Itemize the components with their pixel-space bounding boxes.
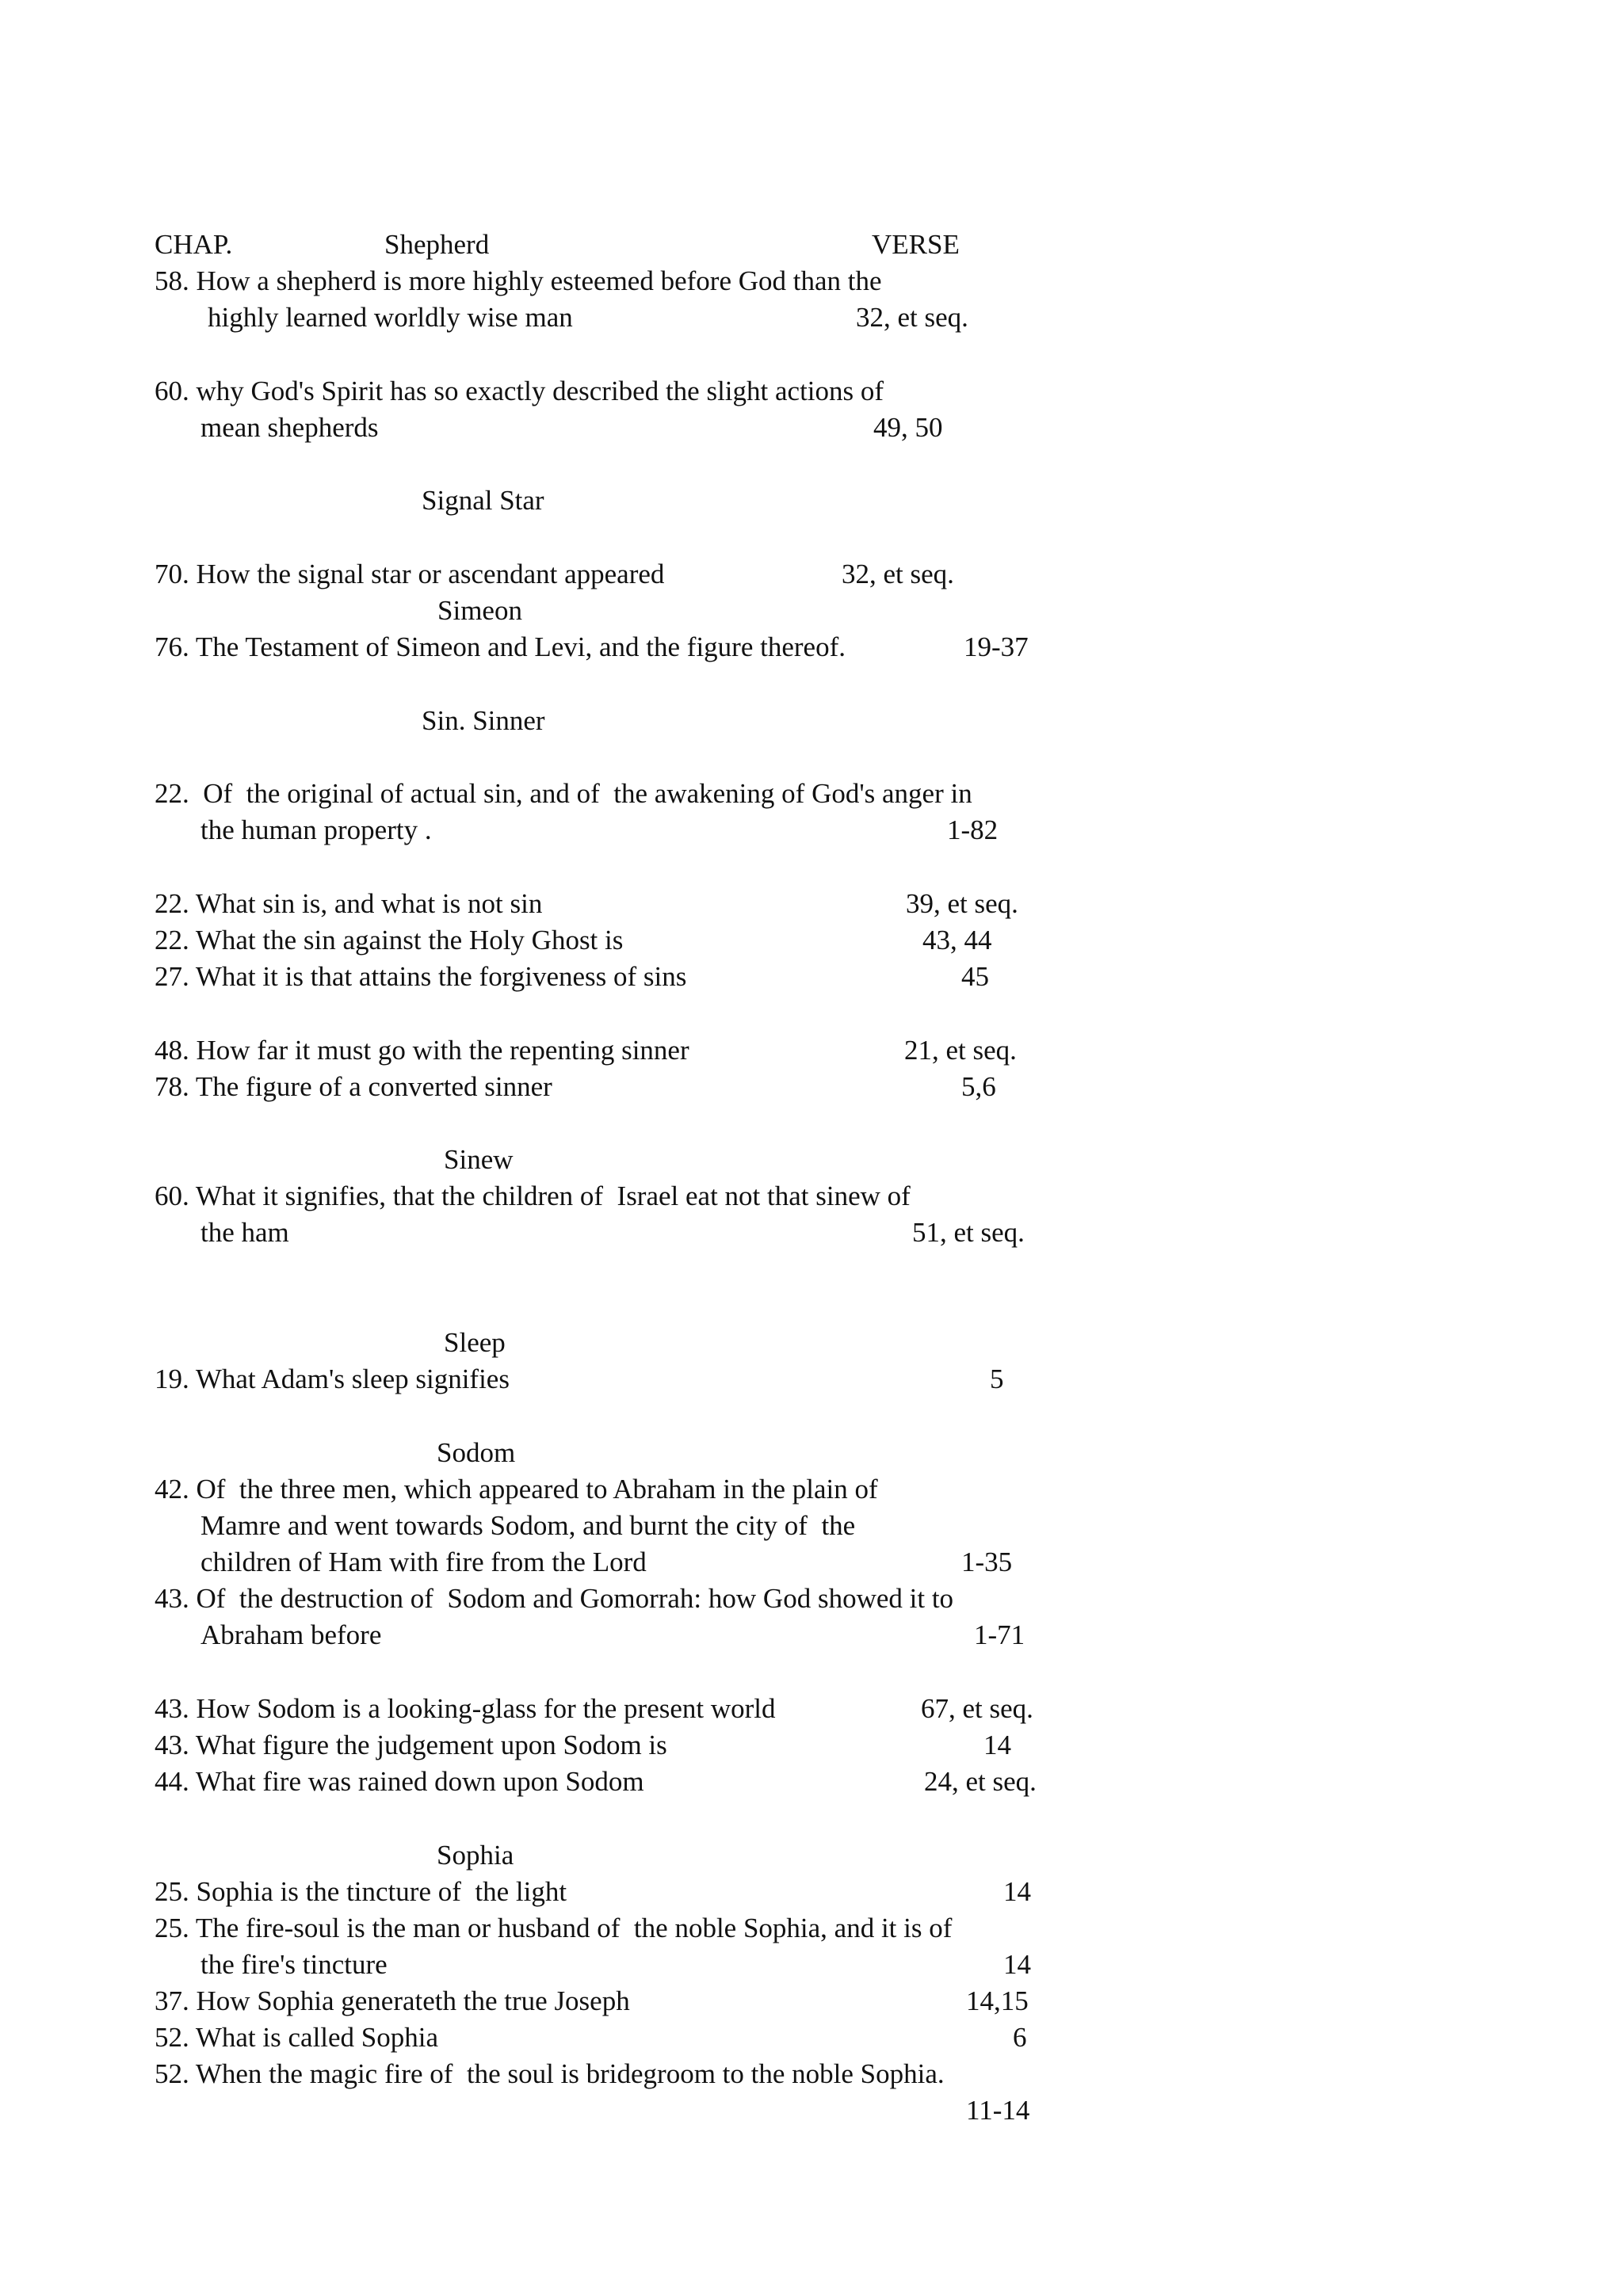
entry-verse: 11-14: [966, 2095, 1030, 2126]
entry-text-cont: Mamre and went towards Sodom, and burnt the city of the: [200, 1510, 856, 1541]
entry-verse: 32, et seq.: [856, 302, 968, 333]
entry-text: 48. How far it must go with the repenting sinner: [155, 1035, 689, 1066]
entry-verse: 6: [1013, 2022, 1027, 2053]
entry-verse: 45: [961, 961, 989, 992]
entry-text-cont: mean shepherds: [200, 412, 379, 443]
section-heading-sin: Sin. Sinner: [422, 705, 545, 736]
entry-text: 44. What fire was rained down upon Sodom: [155, 1766, 644, 1797]
entry-verse: 1-82: [947, 814, 999, 845]
entry-text: 43. How Sodom is a looking-glass for the present world: [155, 1693, 776, 1724]
entry-text: 43. Of the destruction of Sodom and Gomorrah: how God showed it to: [155, 1583, 954, 1614]
entry-text-cont: the ham: [200, 1217, 289, 1248]
entry-verse: 14: [1003, 1876, 1031, 1907]
entry-verse: 67, et seq.: [921, 1693, 1033, 1724]
entry-text-cont: Abraham before: [200, 1619, 382, 1650]
entry-text: 22. What the sin against the Holy Ghost is: [155, 925, 624, 955]
section-heading-signal-star: Signal Star: [422, 485, 544, 516]
entry-text: 60. why God's Spirit has so exactly described the slight actions of: [155, 376, 884, 406]
entry-verse: 51, et seq.: [912, 1217, 1025, 1248]
entry-text-cont: the fire's tincture: [200, 1949, 388, 1980]
entry-verse: 43, 44: [922, 925, 992, 955]
entry-text: 42. Of the three men, which appeared to Abraham in the plain of: [155, 1474, 878, 1505]
section-heading-sleep: Sleep: [444, 1327, 506, 1358]
entry-text: 25. Sophia is the tincture of the light: [155, 1876, 567, 1907]
entry-verse: 24, et seq.: [924, 1766, 1037, 1797]
entry-text-cont: children of Ham with fire from the Lord: [200, 1547, 647, 1577]
section-heading-sophia: Sophia: [437, 1840, 514, 1871]
entry-text: 52. When the magic fire of the soul is bridegroom to the noble Sophia.: [155, 2058, 945, 2089]
entry-verse: 1-71: [974, 1619, 1025, 1650]
entry-text-cont: the human property .: [200, 814, 432, 845]
entry-text-cont: highly learned worldly wise man: [208, 302, 573, 333]
entry-verse: 14: [983, 1730, 1011, 1760]
entry-verse: 49, 50: [873, 412, 943, 443]
entry-text: 58. How a shepherd is more highly esteemed before God than the: [155, 265, 882, 296]
entry-verse: 14: [1003, 1949, 1031, 1980]
entry-text: 43. What figure the judgement upon Sodom is: [155, 1730, 667, 1760]
header-section-shepherd: Shepherd: [384, 229, 490, 260]
entry-verse: 19-37: [964, 631, 1029, 662]
entry-verse: 21, et seq.: [904, 1035, 1017, 1066]
entry-verse: 32, et seq.: [842, 559, 954, 589]
entry-verse: 5: [990, 1363, 1004, 1394]
entry-verse: 5,6: [961, 1071, 996, 1102]
entry-text: 37. How Sophia generateth the true Joseph: [155, 1985, 630, 2016]
entry-verse: 14,15: [966, 1985, 1029, 2016]
entry-text: 19. What Adam's sleep signifies: [155, 1363, 510, 1394]
section-heading-sinew: Sinew: [444, 1144, 514, 1175]
entry-verse: 39, et seq.: [906, 888, 1018, 919]
section-heading-simeon: Simeon: [437, 595, 522, 626]
entry-verse: 1-35: [961, 1547, 1013, 1577]
section-heading-sodom: Sodom: [437, 1437, 516, 1468]
header-chap: CHAP.: [155, 229, 233, 260]
entry-text: 27. What it is that attains the forgiveness of sins: [155, 961, 687, 992]
entry-text: 25. The fire-soul is the man or husband of the noble Sophia, and it is of: [155, 1913, 953, 1943]
entry-text: 78. The figure of a converted sinner: [155, 1071, 552, 1102]
header-verse: VERSE: [872, 229, 960, 260]
entry-text: 70. How the signal star or ascendant appeared: [155, 559, 665, 589]
entry-text: 60. What it signifies, that the children of Israel eat not that sinew of: [155, 1180, 911, 1211]
entry-text: 76. The Testament of Simeon and Levi, and the figure thereof.: [155, 631, 846, 662]
entry-text: 52. What is called Sophia: [155, 2022, 439, 2053]
entry-text: 22. Of the original of actual sin, and of the awakening of God's anger in: [155, 778, 972, 809]
entry-text: 22. What sin is, and what is not sin: [155, 888, 543, 919]
